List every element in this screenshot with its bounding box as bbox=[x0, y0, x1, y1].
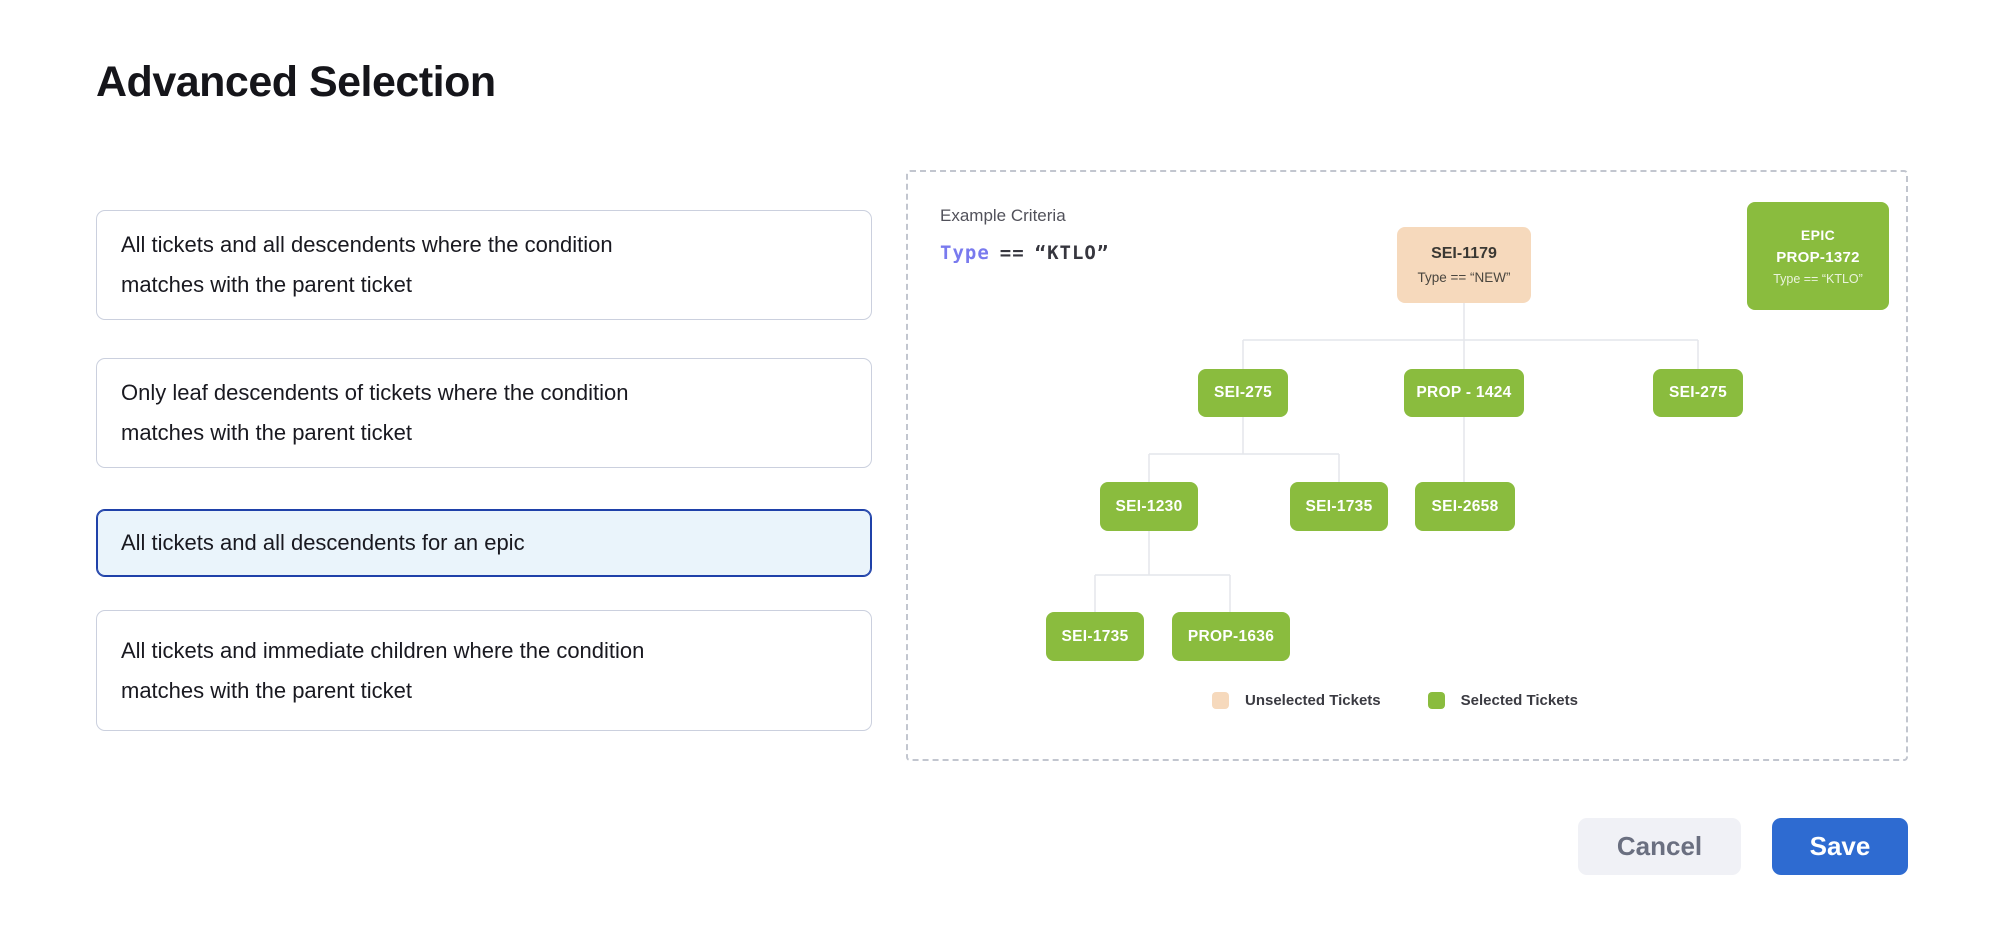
option-label: Only leaf descendents of tickets where the condition matches with the parent ticket bbox=[121, 380, 629, 445]
tree-node: PROP-1636 bbox=[1172, 612, 1290, 661]
tree-node: SEI-1735 bbox=[1290, 482, 1388, 531]
ticket-condition: Type == “KTLO” bbox=[1773, 271, 1863, 286]
option-label: All tickets and immediate children where the condition matches with the parent ticket bbox=[121, 637, 645, 703]
unselected-tickets-swatch bbox=[1212, 692, 1229, 709]
example-preview-panel bbox=[906, 170, 1908, 761]
tree-node: SEI-1735 bbox=[1046, 612, 1144, 661]
option-leaf-descendents-condition[interactable] bbox=[96, 358, 872, 468]
ticket-id: SEI-1179 bbox=[1431, 245, 1497, 262]
cancel-button[interactable]: Cancel bbox=[1578, 818, 1741, 875]
option-all-descendents-condition[interactable] bbox=[96, 210, 872, 320]
tree-node-epic bbox=[1747, 202, 1889, 310]
epic-type-label: EPIC bbox=[1800, 226, 1836, 243]
ticket-condition: Type == “NEW” bbox=[1417, 270, 1511, 285]
tree-node: PROP - 1424 bbox=[1404, 369, 1524, 417]
tree-node: SEI-2658 bbox=[1415, 482, 1515, 531]
page-title: Advanced Selection bbox=[96, 58, 496, 106]
tree-node: SEI-275 bbox=[1198, 369, 1288, 417]
ticket-id: PROP-1372 bbox=[1776, 248, 1860, 266]
tree-node-unselected-root bbox=[1397, 227, 1531, 303]
criteria-field: Type bbox=[940, 242, 990, 264]
selection-options-list bbox=[96, 210, 872, 731]
selected-tickets-swatch bbox=[1428, 692, 1445, 709]
legend bbox=[1212, 692, 1578, 709]
tree-node: SEI-275 bbox=[1653, 369, 1743, 417]
save-button[interactable]: Save bbox=[1772, 818, 1908, 875]
criteria-operator: == bbox=[999, 242, 1025, 264]
option-label: All tickets and all descendents where the condition matches with the parent ticket bbox=[121, 232, 613, 297]
option-all-descendents-epic[interactable] bbox=[96, 509, 872, 577]
option-immediate-children-condition[interactable] bbox=[96, 610, 872, 731]
tree-node: SEI-1230 bbox=[1100, 482, 1198, 531]
criteria-value: “KTLO” bbox=[1034, 242, 1110, 264]
unselected-tickets-label: Unselected Tickets bbox=[1245, 692, 1381, 709]
example-criteria-label: Example Criteria bbox=[940, 206, 1066, 225]
option-label: All tickets and all descendents for an epic bbox=[121, 530, 525, 555]
selected-tickets-label: Selected Tickets bbox=[1460, 692, 1578, 709]
